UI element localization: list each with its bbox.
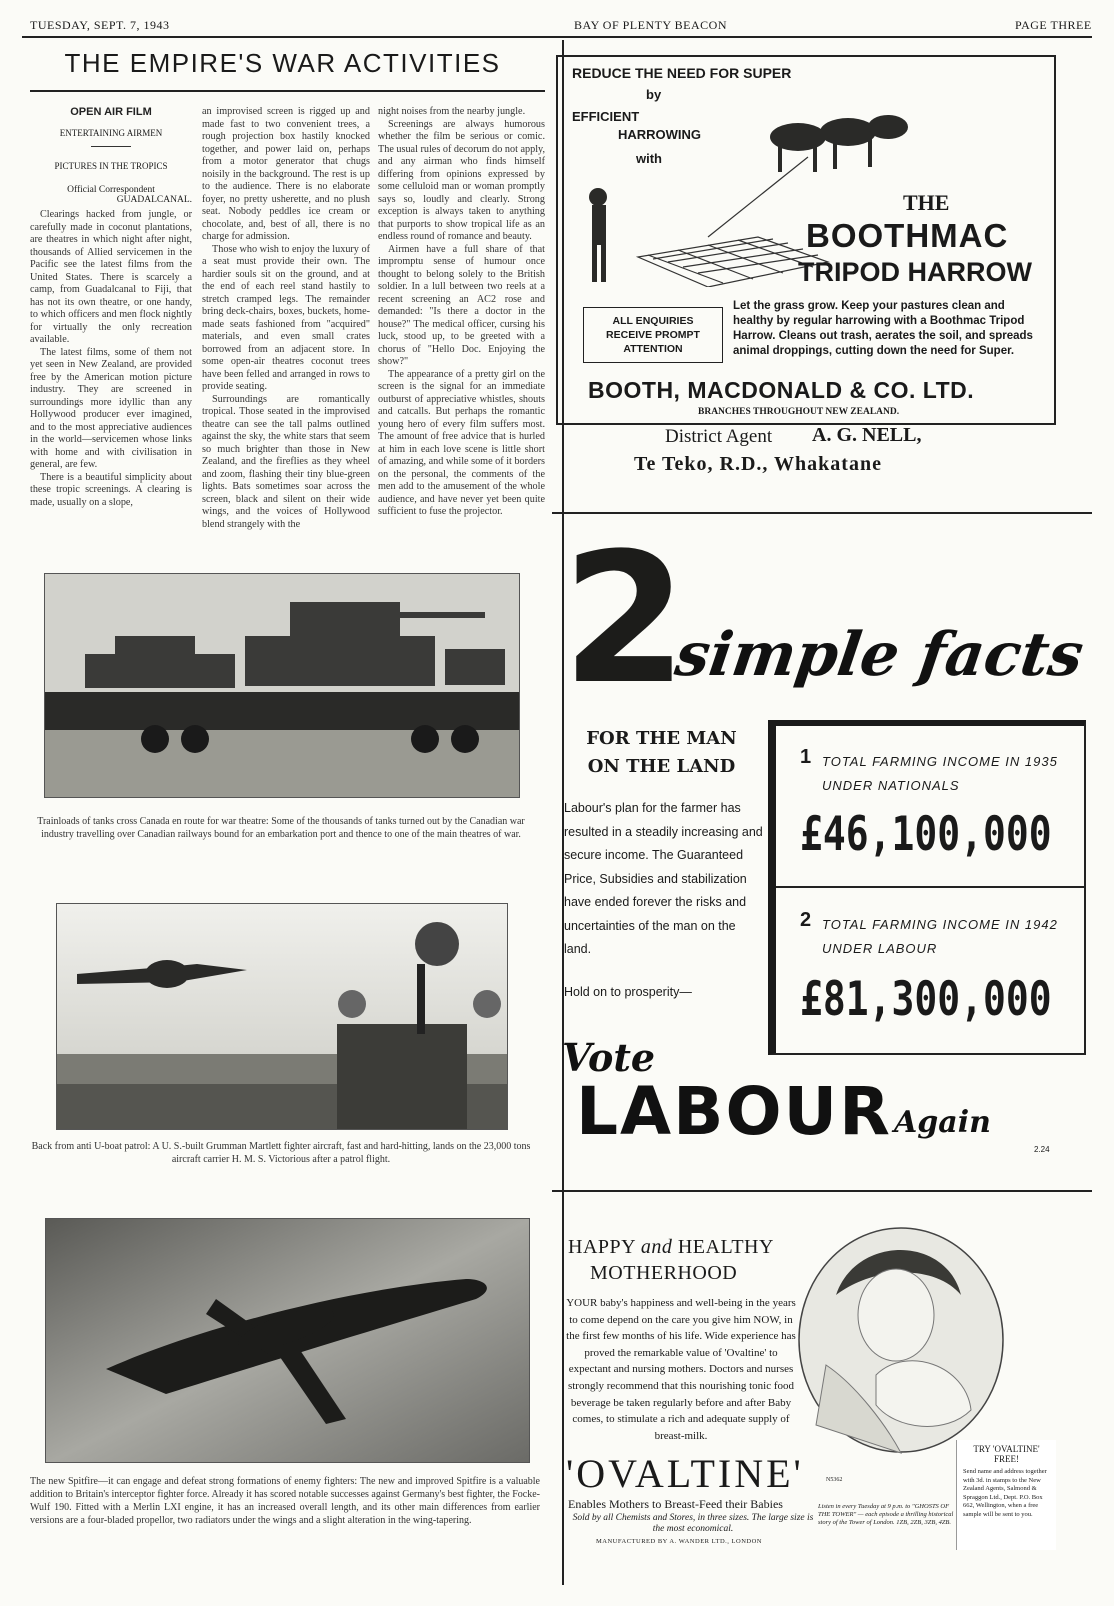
paragraph: Those who wish to enjoy the luxury of a seat must provide their own. The hardier souls sit on the ground, and at the end of each reel stand hastily to stretch cramped legs. The remainder bring deck-chairs, boxes, buckets, home-made seats fashioned from "acquired" materials, and even small crates borrowed from an adjacent store. In some open-air theatres coconut trees have been felled and arranged in rows to provide seating. — [202, 243, 370, 392]
ad-divider — [552, 1190, 1092, 1192]
ad-body: YOUR baby's happiness and well-being in the years to come depend on the care you give him NOW, in the first few months of his life. Wide experience has proved the remarkable value of 'Ovaltine' to expectant and nursing mothers. Doctors and nurses strongly recommend that this nourishing tonic food beverage be taken regularly before and after Baby comes, to stimulate a rich and adequate supply of breast-milk. — [566, 1297, 796, 1442]
product-name: BOOTHMAC — [806, 217, 1009, 254]
labour-label: LABOUR — [576, 1073, 892, 1150]
ad-line: EFFICIENT — [572, 109, 640, 124]
paragraph: Airmen have a full share of that impromptu sense of humour once thought to belong solely to the British soldier. In a lull between two reels at a recent screening an AC2 rose and demanded: "Is there a doctor in the house?" The medical officer, cursing his luck, stood up, to be greeted with a chorus of "Hello Doc. Enjoying the show?" — [378, 243, 545, 367]
tanks-train-photo — [44, 573, 520, 798]
brand-logo: 'OVALTINE' — [566, 1451, 804, 1496]
ad-title-word: HAPPY — [568, 1236, 636, 1258]
free-sample-body: Send name and address together with 3d. in stamps to the New Zealand Agents, Salmond & Spraggon Ltd., Dept. P.O. Box 662, Wellington, when a free sample will be sent to you. — [963, 1468, 1047, 1518]
paragraph: Clearings hacked from jungle, or carefully made in coconut plantations, are theatres in which night after night, thousands of Allied servicemen in the Pacific see the latest films from the United States. There is scarcely a camp, from Guadalcanal to Fiji, that has not its own theatre, or one handy, to which officers and men flock nightly for virtually the only recreation available. — [30, 209, 192, 345]
paragraph: There is a beautiful simplicity about these tropic screenings. A clearing is made, usually on a slope, — [30, 471, 192, 508]
ad-title-word: HEALTHY — [677, 1236, 774, 1258]
ad-title-word: and — [640, 1236, 673, 1258]
article-title: OPEN AIR FILM — [70, 106, 152, 118]
radio-note: Listen in every Tuesday at 9 p.m. to "GHOSTS OF THE TOWER" — each episode a thrilling historical story of the Tower of London. 1ZB, 2ZB, 3ZB, 4ZB. — [818, 1503, 954, 1526]
article-byline: Official Correspondent — [67, 185, 155, 195]
free-sample-title: TRY 'OVALTINE' FREE! — [973, 1444, 1040, 1464]
tanks-caption: Trainloads of tanks cross Canada en route for war theatre: Some of the thousands of tanks turned out by the Canadian war industry travelling over Canadian railways bound for an embarkation port and thence to one of the main theatres of war. — [37, 816, 525, 840]
facts-panel — [768, 720, 1086, 1055]
ad-title: MOTHERHOOD — [590, 1262, 738, 1284]
ad-code: N5362 — [826, 1477, 843, 1483]
ovaltine-ad — [556, 1200, 1086, 1580]
again-label: Again — [894, 1105, 991, 1140]
issue-date: TUESDAY, SEPT. 7, 1943 — [30, 18, 170, 32]
district-agent-address: Te Teko, R.D., Whakatane — [634, 453, 882, 475]
labour-party-ad — [556, 515, 1088, 1175]
district-agent-name: A. G. NELL, — [812, 424, 922, 446]
paragraph: an improvised screen is rigged up and made fast to two convenient trees, a rough projection box hastily knocked together, and power laid on, perhaps from a motor generator that chugs noisily in the background. The rest is up to the audience. There is no elaborate foyer, no pretty usherette, and no plush seat. Nobody peddles ice cream or chocolate, and, best of all, there is no charge for admission. — [202, 106, 370, 242]
ad-line: HARROWING — [618, 127, 702, 142]
article-subhead: PICTURES IN THE TROPICS — [54, 161, 168, 171]
headline-rule — [30, 90, 545, 92]
article-column-3 — [378, 106, 545, 519]
ad-the: THE — [903, 190, 950, 215]
product-name: TRIPOD HARROW — [798, 257, 1032, 287]
fact-value: £81,300,000 — [800, 971, 1052, 1026]
spitfire-aircraft-photo — [45, 1218, 530, 1463]
ad-slogan: Hold on to prosperity— — [564, 985, 692, 999]
mother-and-baby-illustration — [796, 1225, 1006, 1455]
article-column-1 — [30, 106, 192, 509]
paragraph: The appearance of a pretty girl on the screen is the signal for an immediate outburst of appreciative whistles, shouts and catcalls. But perhaps the romantic young hero of every film suffers most. The amount of free advice that is hurled at him in each love scene is little short of amazing, and while some of it borders on the personal, the comments of the men add to the amusement of the whole audience, and have never yet been quite sufficient to fuse the projector. — [378, 368, 545, 517]
big-number-2: 2 — [562, 515, 688, 724]
ad-body: Labour's plan for the farmer has resulted in a steadily increasing and secure income. The Guaranteed Price, Subsidies and stabilization have ended forever the risks and uncertainties of the man on the land. — [564, 801, 763, 956]
ad-code: 2.24 — [1034, 1145, 1050, 1154]
fact-label: TOTAL FARMING INCOME IN 1935 UNDER NATIONALS — [822, 754, 1058, 793]
district-agent-label: District Agent — [665, 426, 773, 447]
paragraph: Screenings are always humorous whether the film be serious or comic. The usual rules of decorum do not apply, and any airman who finds himself differing from opinions expressed by some celluloid man or woman promptly says so, loudly and clearly. Strong exception is always taken to anything that purports to show tropical life as an endless round of romance and beauty. — [378, 118, 545, 242]
paragraph: night noises from the nearby jungle. — [378, 106, 526, 117]
ad-line: by — [646, 87, 662, 102]
paragraph: Surroundings are romantically tropical. Those seated in the improvised theatre can see the tall palms outlined against the sky, the white stars that seem so much brighter than those in New Zealand, and the fireflies as they wheel and zoom, flashing their tiny blue-green lights. Bats sometimes soar across the screen, black and silent on their wide wings, and the voices of Hollywood blend strangely with the — [202, 393, 370, 530]
ad-body: Let the grass grow. Keep your pastures clean and healthy by regular harrowing with a Boothmac Tripod Harrow. Cleans out trash, aerates the soil, and spreads animal droppings, cutting down the need for Super. — [733, 300, 1033, 357]
article-dateline: GUADALCANAL. — [116, 195, 192, 205]
ad-title — [568, 1236, 774, 1259]
ad-line: REDUCE THE NEED FOR SUPER — [572, 65, 792, 81]
fact-value: £46,100,000 — [800, 806, 1052, 861]
martlett-caption: Back from anti U-boat patrol: A U. S.-built Grumman Martlett fighter aircraft, fast and hard-hitting, lands on the 23,000 tons aircraft carrier H. M. S. Victorious after a patrol flight. — [31, 1141, 531, 1165]
header-rule — [22, 36, 1092, 38]
spitfire-caption: The new Spitfire—it can engage and defeat strong formations of enemy fighters: The new and improved Spitfire is a valuable addition to Britain's interceptor fighter force. Already it has scored notable successes against Germany's best fighter, the Focke-Wulf 190. Fitted with a Merlin LXI engine, it has an increased overall length, and its other main differences from earlier versions are a four-bladed propellor, two radiators under the wings and a slight alteration in the wing-tapering. — [30, 1476, 540, 1526]
headline: THE EMPIRE'S WAR ACTIVITIES — [64, 48, 501, 78]
ad-subtitle: FOR THE MAN ON THE LAND — [586, 728, 737, 777]
manufacturer: MANUFACTURED BY A. WANDER LTD., LONDON — [596, 1538, 762, 1545]
ad-divider — [552, 512, 1092, 514]
branches-note: BRANCHES THROUGHOUT NEW ZEALAND. — [698, 407, 900, 417]
ad-line: with — [636, 151, 662, 166]
martlett-aircraft-photo — [56, 903, 508, 1130]
ad-sold-note: Sold by all Chemists and Stores, in three sizes. The large size is the most economical. — [572, 1513, 814, 1534]
article-column-2 — [202, 106, 370, 531]
enquiries-box: ALL ENQUIRIES RECEIVE PROMPT ATTENTION — [583, 307, 723, 363]
newspaper-name: BAY OF PLENTY BEACON — [574, 18, 728, 32]
simple-facts-title: simple facts — [671, 620, 1088, 690]
free-sample-box — [956, 1440, 1056, 1550]
boothmac-harrow-ad — [556, 55, 1056, 425]
page-number: PAGE THREE — [1015, 18, 1092, 32]
company-name: BOOTH, MACDONALD & CO. LTD. — [588, 377, 975, 403]
article-subhead: ENTERTAINING AIRMEN — [59, 128, 163, 138]
fact-label: TOTAL FARMING INCOME IN 1942 UNDER LABOUR — [822, 917, 1058, 956]
brand-tagline: Enables Mothers to Breast-Feed their Babies — [568, 1497, 783, 1511]
fact-number: 2 — [800, 909, 812, 931]
vote-label: Vote — [562, 1035, 656, 1080]
fact-number: 1 — [800, 746, 812, 768]
paragraph: The latest films, some of them not yet seen in New Zealand, are provided free by the American motion picture industry. They are screened in surroundings more idyllic than any Hollywood producer ever imagined, and to the most appreciative audiences in the world—servicemen whose links with home and with civilisation in general, are few. — [30, 346, 192, 470]
